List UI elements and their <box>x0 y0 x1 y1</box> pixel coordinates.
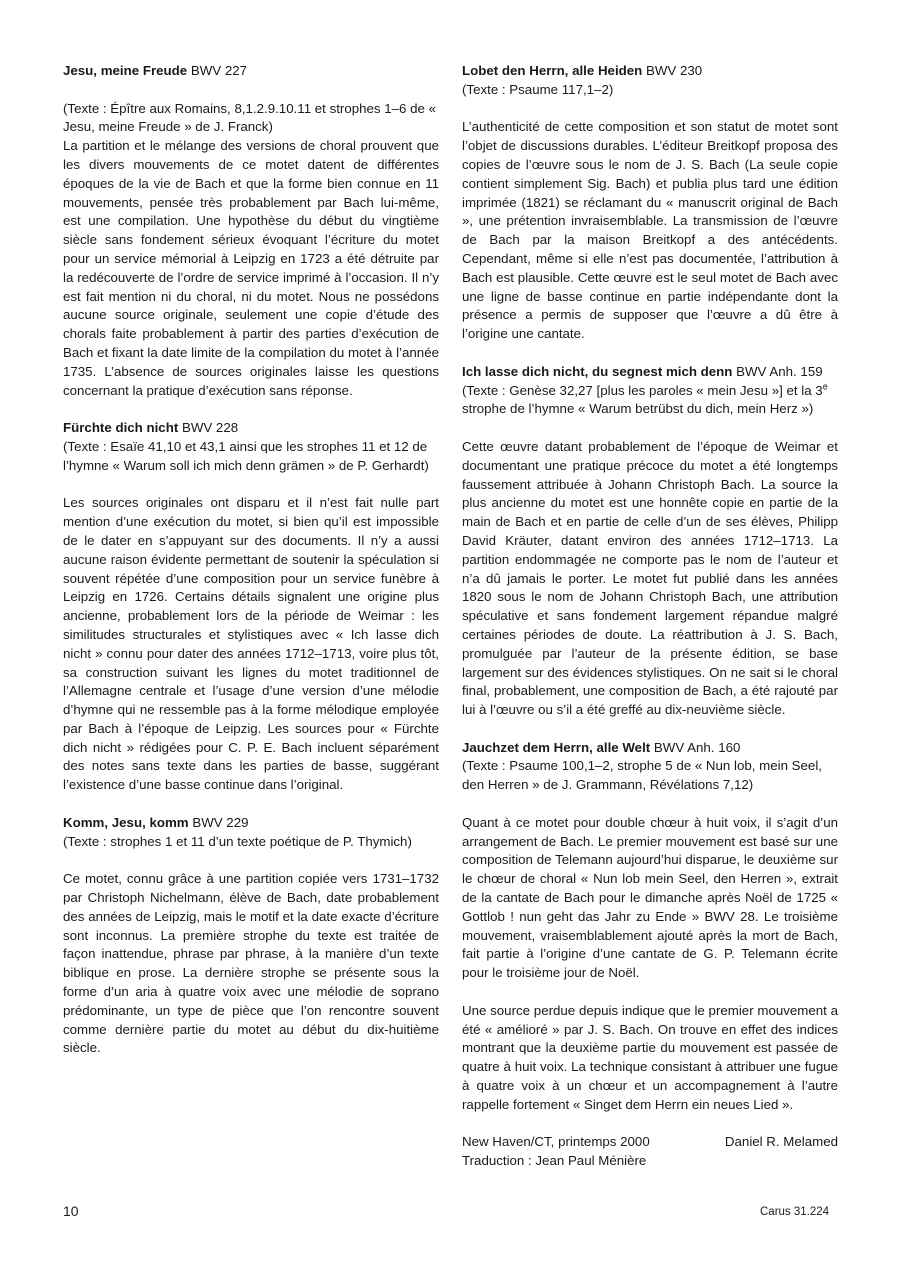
bwv-number: BWV Anh. 160 <box>653 739 741 755</box>
left-column <box>63 62 439 1058</box>
text-reference: (Texte : strophes 1 et 11 d’un texte poétique de P. Thymich) <box>63 833 412 849</box>
section-heading <box>63 814 439 833</box>
section-bwv-anh-159 <box>462 363 838 720</box>
section-body: La partition et le mélange des versions de choral prouvent que les divers mouvements de ce motet datent de différentes époques de la vie de Bach et que la forme bien connue en 11 mouvements, pensée très probablement par Bach lui-même, est une compilation. Une hypothèse du début du vingtième siècle sans fondement sérieux évoquant l’écriture du motet pour un service mémorial à Leipzig en 1723 a été détruite par la redécouverte de l’ordre de service imprimé à l’occasion. Il n’y est fait mention ni du choral, ni du motet. Nous ne possédons aucune source originale, seulement une copie d’étude des chorals faite probablement à partir des parties d’exécution de Bach et fixant la date limite de la compilation du motet à l’année 1735. L’absence de sources originales laisse les questions concernant la pratique d’exécution sans réponse. <box>63 138 439 398</box>
author-name: Daniel R. Melamed <box>724 1134 838 1150</box>
section-heading <box>462 363 838 382</box>
bwv-number: BWV 227 <box>190 63 248 78</box>
section-heading <box>462 62 838 81</box>
right-column <box>462 62 838 1171</box>
section-title: Fürchte dich nicht <box>63 420 179 436</box>
text-reference: (Texte : Esaïe 41,10 et 43,1 ainsi que les strophes 11 et 12 de l’hymne « Warum soll ich mich denn grämen » de P. Gerhardt) <box>63 438 429 473</box>
place-date: New Haven/CT, printemps 2000 <box>462 1134 650 1150</box>
section-bwv-230 <box>462 62 838 344</box>
bwv-number: BWV 230 <box>645 63 703 78</box>
section-body: Quant à ce motet pour double chœur à huit voix, il s’agit d’un arrangement de Bach. Le premier mouvement est basé sur une composition de Telemann aujourd’hui disparue, le deuxième sur le chœur de choral « Nun lob mein Seel, den Herren », extrait de la cantate de Bach pour le dimanche après Noël de 1725 « Gottlob ! nun geht das Jahr zu Ende » BWV 28. Le troisième mouvement, vraisemblablement ajouté après la mort de Bach, fait partie à l’origine d’une cantate de G. P. Telemann écrite pour le troisième jour de Noël. <box>462 814 838 981</box>
section-title: Komm, Jesu, komm <box>63 814 189 830</box>
bwv-number: BWV Anh. 159 <box>736 363 823 379</box>
section-body: Les sources originales ont disparu et il n’est fait nulle part mention d’une exécution du motet, si bien qu’il est impossible de le dater en s’appuyant sur des documents. Il n’y a aussi aucune raison évidente permettant de soutenir la spéculation si souvent répétée d’une composition pour un service funèbre à Leipzig en 1726. Certains détails signalent une origine plus ancienne, probablement lors de la période de Weimar : les similitudes structurales et stylistiques avec « Ich lasse dich nicht » connu pour dater des années 1712–1713, voire plus tôt, sa construction suivant les lignes du motet traditionnel de l’Allemagne centrale et l’usage d’une version d’une mélodie d’hymne qui ne ressemble pas à la forme mélodique employée par Bach à l’époque de Leipzig. Les sources pour « Fürchte dich nicht » rédigées pour C. P. E. Bach incluent séparément des notes sans texte dans les parties de basse, suggérant l’existence d’une basse continue dans l’original. <box>63 495 439 793</box>
signature-row <box>462 1133 838 1152</box>
bwv-number: BWV 228 <box>181 420 239 436</box>
section-heading <box>63 62 439 81</box>
text-reference <box>462 382 838 420</box>
section-bwv-228 <box>63 419 439 795</box>
section-bwv-227 <box>63 62 439 400</box>
section-title: Ich lasse dich nicht, du segnest mich denn <box>462 363 733 379</box>
section-body: L’authenticité de cette composition et son statut de motet sont l’objet de discussions durables. L’éditeur Breitkopf proposa des copies de l’œuvre sous le nom de J. S. Bach (La seule copie contient simplement Sig. Bach) et publia plus tard une édition imprimée (1821) se réclamant du « manuscrit original de Bach », une prétention invraisemblable. La transmission de l’œuvre de Bach par la maison Breitkopf a des antécédents. Cependant, même si elle n’est pas documentée, l’attribution à Bach est plausible. Cette œuvre est le seul motet de Bach avec une ligne de basse continue en partie indépendante dont la présence a permis de supposer que l’œuvre a dû être à l’origine une cantate. <box>462 119 838 342</box>
section-title: Jesu, meine Freude <box>63 63 188 78</box>
section-bwv-anh-160 <box>462 739 838 1115</box>
signature-block <box>462 1133 838 1171</box>
section-bwv-229 <box>63 814 439 1058</box>
section-body-2: Une source perdue depuis indique que le premier mouvement a été « amélioré » par J. S. Bach. On trouve en effet des indices montrant que la deuxième partie du mouvement est passée de quatre à huit voix. La technique consistant à attribuer une fugue à quatre voix à un chœur et un accompagnement à l’autre rappelle fortement « Singet dem Herrn ein neues Lied ». <box>462 1002 838 1112</box>
superscript: e <box>822 381 828 392</box>
text-reference-part: (Texte : Genèse 32,27 [plus les paroles « mein Jesu »] et la 3 <box>462 382 823 398</box>
section-title: Lobet den Herrn, alle Heiden <box>462 63 643 78</box>
bwv-number: BWV 229 <box>192 814 249 830</box>
translator-credit: Traduction : Jean Paul Ménière <box>462 1153 647 1169</box>
page-number: 10 <box>63 1203 79 1219</box>
catalog-number: Carus 31.224 <box>760 1206 830 1218</box>
text-reference: (Texte : Psaume 117,1–2) <box>462 81 614 97</box>
section-body: Ce motet, connu grâce à une partition copiée vers 1731–1732 par Christoph Nichelmann, élève de Bach, date probablement des années de Leipzig, mais le motif et la date exacte d’écriture sont inconnus. La première strophe du texte est traitée de façon inattendue, phrase par phrase, à la manière d’un texte biblique en prose. La dernière strophe se présente sous la forme d’un aria à quatre voix avec une mélodie de soprano prédominante, un type de pièce que l’on rencontre souvent comme dernière partie du motet au début du dix-huitième siècle. <box>63 871 439 1056</box>
text-reference: (Texte : Psaume 100,1–2, strophe 5 de « Nun lob, mein Seel, den Herren » de J. Grammann, Révélations 7,12) <box>462 758 822 793</box>
text-reference-part: strophe de l’hymne « Warum betrübst du dich, mein Herz ») <box>462 401 814 417</box>
section-body: Cette œuvre datant probablement de l’époque de Weimar et documentant une pratique précoce du motet a été longtemps faussement attribuée à Johann Christoph Bach. La source la plus ancienne du motet est une honnête copie en partie de la main de Bach et en partie de celle d’un de ses élèves, Philipp David Kräuter, datant environ des années 1712–1713. La partition endommagée ne comporte pas le nom de l’auteur et n’a dû jamais le porter. Le motet fut publié dans les années 1820 sous le nom de Johann Christoph Bach, une attribution spéculative et sans fondement largement répandue malgré certaines périodes de doute. La réattribution à J. S. Bach, promulguée par l’auteur de la présente édition, se base largement sur des évidences stylistiques. On ne sait si le choral final, probablement, une composition de Bach, a été rajouté par lui à l’œuvre ou s’il a été greffé au dix-neuvième siècle. <box>462 438 838 718</box>
section-title: Jauchzet dem Herrn, alle Welt <box>462 739 651 755</box>
section-heading <box>462 739 838 758</box>
section-heading <box>63 419 439 438</box>
text-reference: (Texte : Épître aux Romains, 8,1.2.9.10.11 et strophes 1–6 de « Jesu, meine Freude » de J. Franck) <box>63 100 437 135</box>
